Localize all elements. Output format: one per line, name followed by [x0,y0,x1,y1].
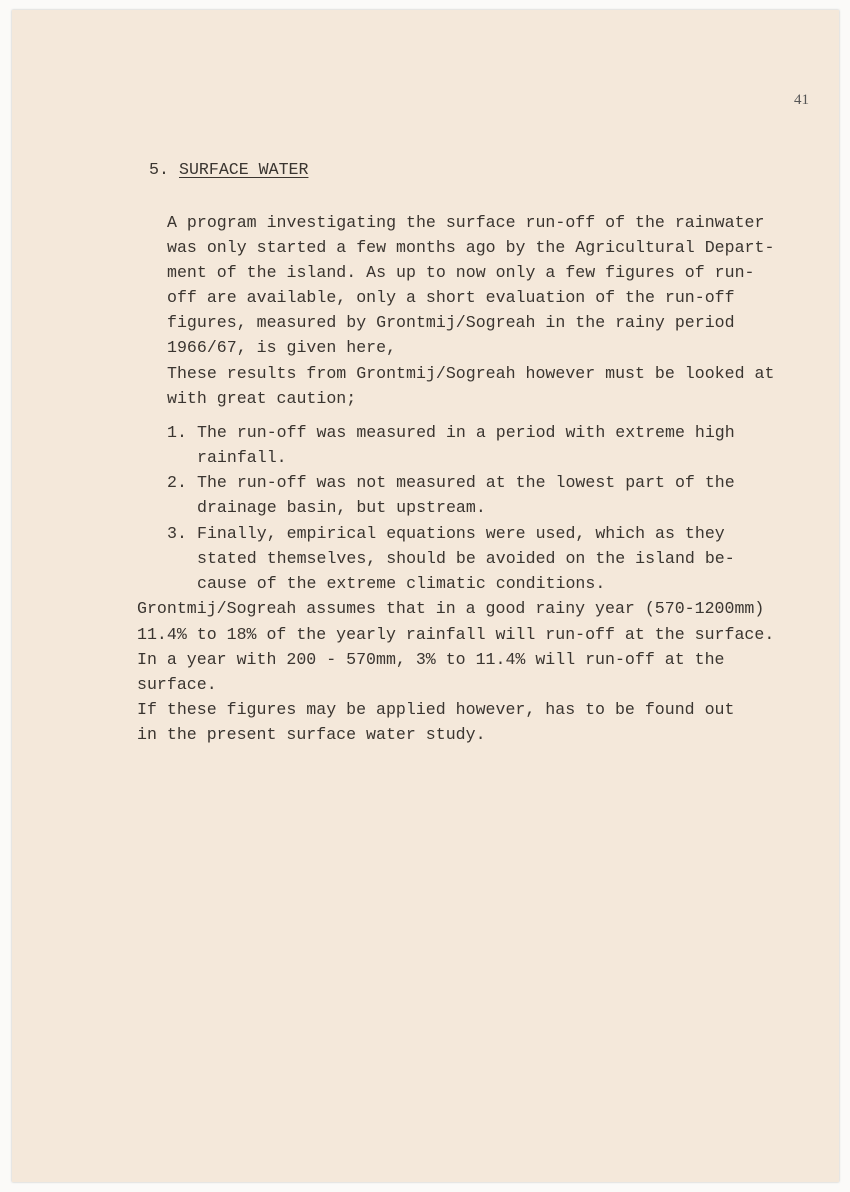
intro-paragraph-line: with great caution; [167,389,357,408]
closing-paragraph-line: In a year with 200 - 570mm, 3% to 11.4% will run-off at the [137,650,725,669]
closing-paragraph-line: in the present surface water study. [137,725,486,744]
list-item-line: cause of the extreme climatic conditions. [197,574,606,593]
intro-paragraph-line: figures, measured by Grontmij/Sogreah in the rainy period [167,313,735,332]
closing-paragraph-line: surface. [137,675,217,694]
section-number: 5. [149,160,169,179]
intro-paragraph-line: was only started a few months ago by the Agricultural Depart- [167,238,775,257]
list-item-line: rainfall. [197,448,287,467]
list-item-line: stated themselves, should be avoided on the island be- [197,549,735,568]
closing-paragraph-line: Grontmij/Sogreah assumes that in a good rainy year (570-1200mm) [137,599,765,618]
intro-paragraph-line: ment of the island. As up to now only a few figures of run- [167,263,755,282]
list-item-number: 3. [167,524,187,543]
section-title: SURFACE WATER [179,160,309,179]
list-item-number: 2. [167,473,187,492]
intro-paragraph-line: off are available, only a short evaluation of the run-off [167,288,735,307]
list-item-line: The run-off was not measured at the lowest part of the [197,473,735,492]
list-item-line: Finally, empirical equations were used, which as they [197,524,725,543]
list-item-line: drainage basin, but upstream. [197,498,486,517]
intro-paragraph-line: These results from Grontmij/Sogreah however must be looked at [167,364,775,383]
intro-paragraph-line: 1966/67, is given here, [167,338,397,357]
list-item-line: The run-off was measured in a period with extreme high [197,423,735,442]
intro-paragraph-line: A program investigating the surface run-off of the rainwater [167,213,765,232]
page-number: 41 [794,92,809,108]
closing-paragraph-line: 11.4% to 18% of the yearly rainfall will run-off at the surface. [137,625,775,644]
document-page [12,10,839,1182]
list-item-number: 1. [167,423,187,442]
closing-paragraph-line: If these figures may be applied however, has to be found out [137,700,735,719]
